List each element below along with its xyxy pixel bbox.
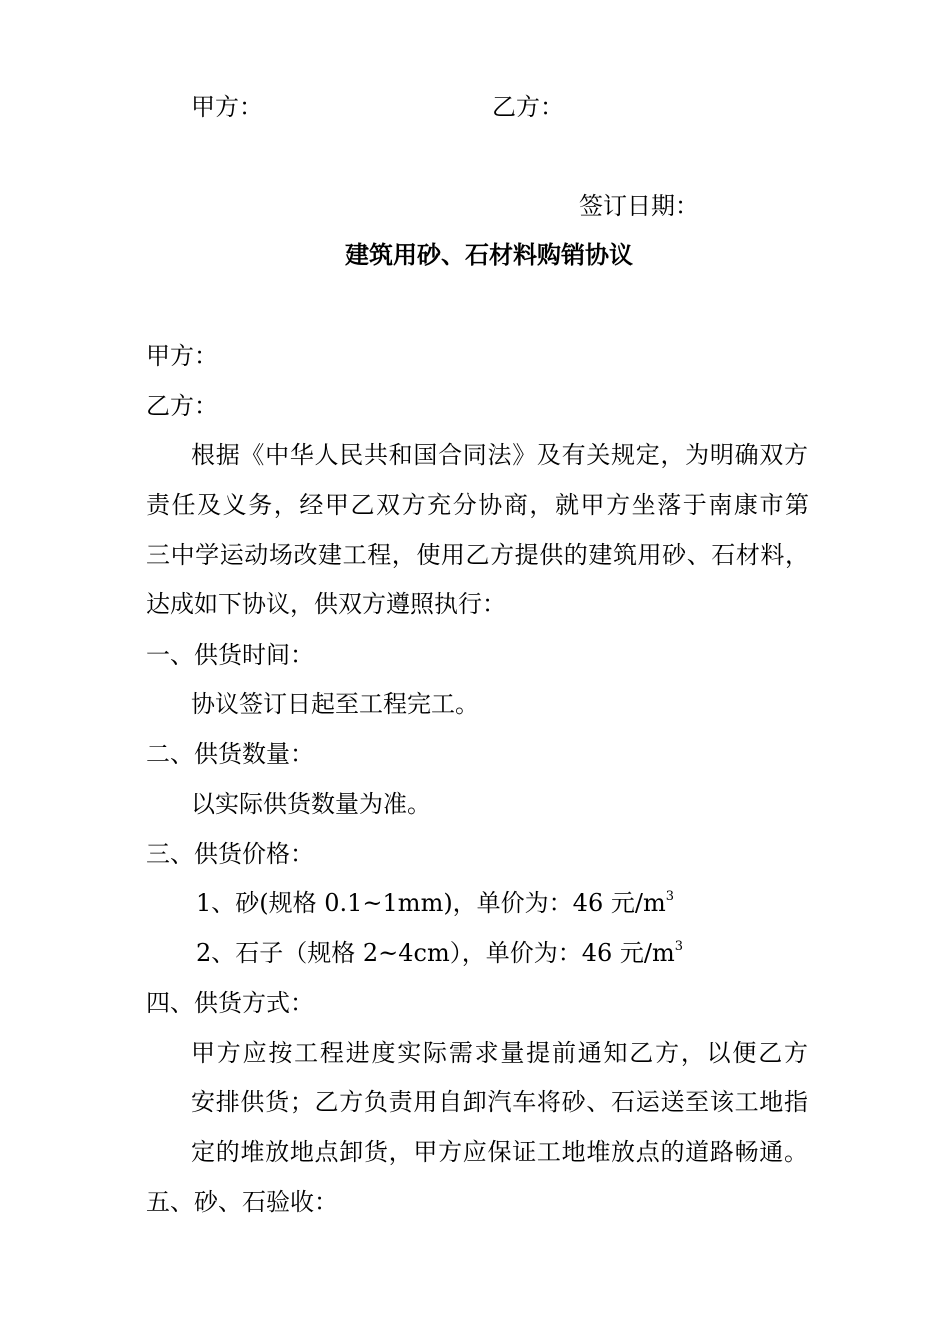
- section-2-body: 以实际供货数量为准。: [191, 790, 431, 818]
- party-a-label: 甲方：: [146, 342, 218, 370]
- sign-date: 签订日期：: [579, 192, 699, 220]
- party-b-label: 乙方：: [146, 392, 218, 420]
- section-1-body: 协议签订日起至工程完工。: [191, 690, 479, 718]
- document-title: 建筑用砂、石材料购销协议: [345, 240, 633, 269]
- intro-line-1: 根据《中华人民共和国合同法》及有关规定，为明确双方: [191, 441, 808, 469]
- price-item-stone: [196, 938, 683, 968]
- intro-line-4: 达成如下协议，供双方遵照执行：: [146, 590, 506, 618]
- price-item-sand: [196, 888, 674, 918]
- header-party-b: 乙方：: [492, 93, 564, 121]
- section-4-body-line-1: 甲方应按工程进度实际需求量提前通知乙方，以便乙方: [191, 1039, 808, 1067]
- section-5-heading: 五、砂、石验收：: [146, 1188, 338, 1216]
- price-item-stone-text: 2、石子（规格 2~4cm），单价为：46 元/m: [196, 939, 675, 967]
- section-3-heading: 三、供货价格：: [146, 840, 314, 868]
- unit-superscript: 3: [674, 939, 684, 954]
- intro-line-3: 三中学运动场改建工程，使用乙方提供的建筑用砂、石材料，: [146, 541, 809, 569]
- intro-line-2: 责任及义务，经甲乙双方充分协商，就甲方坐落于南康市第: [146, 491, 809, 519]
- header-party-a: 甲方：: [191, 93, 263, 121]
- unit-superscript: 3: [665, 889, 674, 904]
- section-4-heading: 四、供货方式：: [146, 989, 314, 1017]
- section-1-heading: 一、供货时间：: [146, 641, 314, 669]
- price-item-sand-text: 1、砂(规格 0.1~1mm)，单价为：46 元/m: [196, 889, 666, 917]
- section-4-body-line-2: 安排供货；乙方负责用自卸汽车将砂、石运送至该工地指: [191, 1088, 808, 1116]
- section-4-body-line-3: 定的堆放地点卸货，甲方应保证工地堆放点的道路畅通。: [191, 1138, 808, 1166]
- section-2-heading: 二、供货数量：: [146, 740, 314, 768]
